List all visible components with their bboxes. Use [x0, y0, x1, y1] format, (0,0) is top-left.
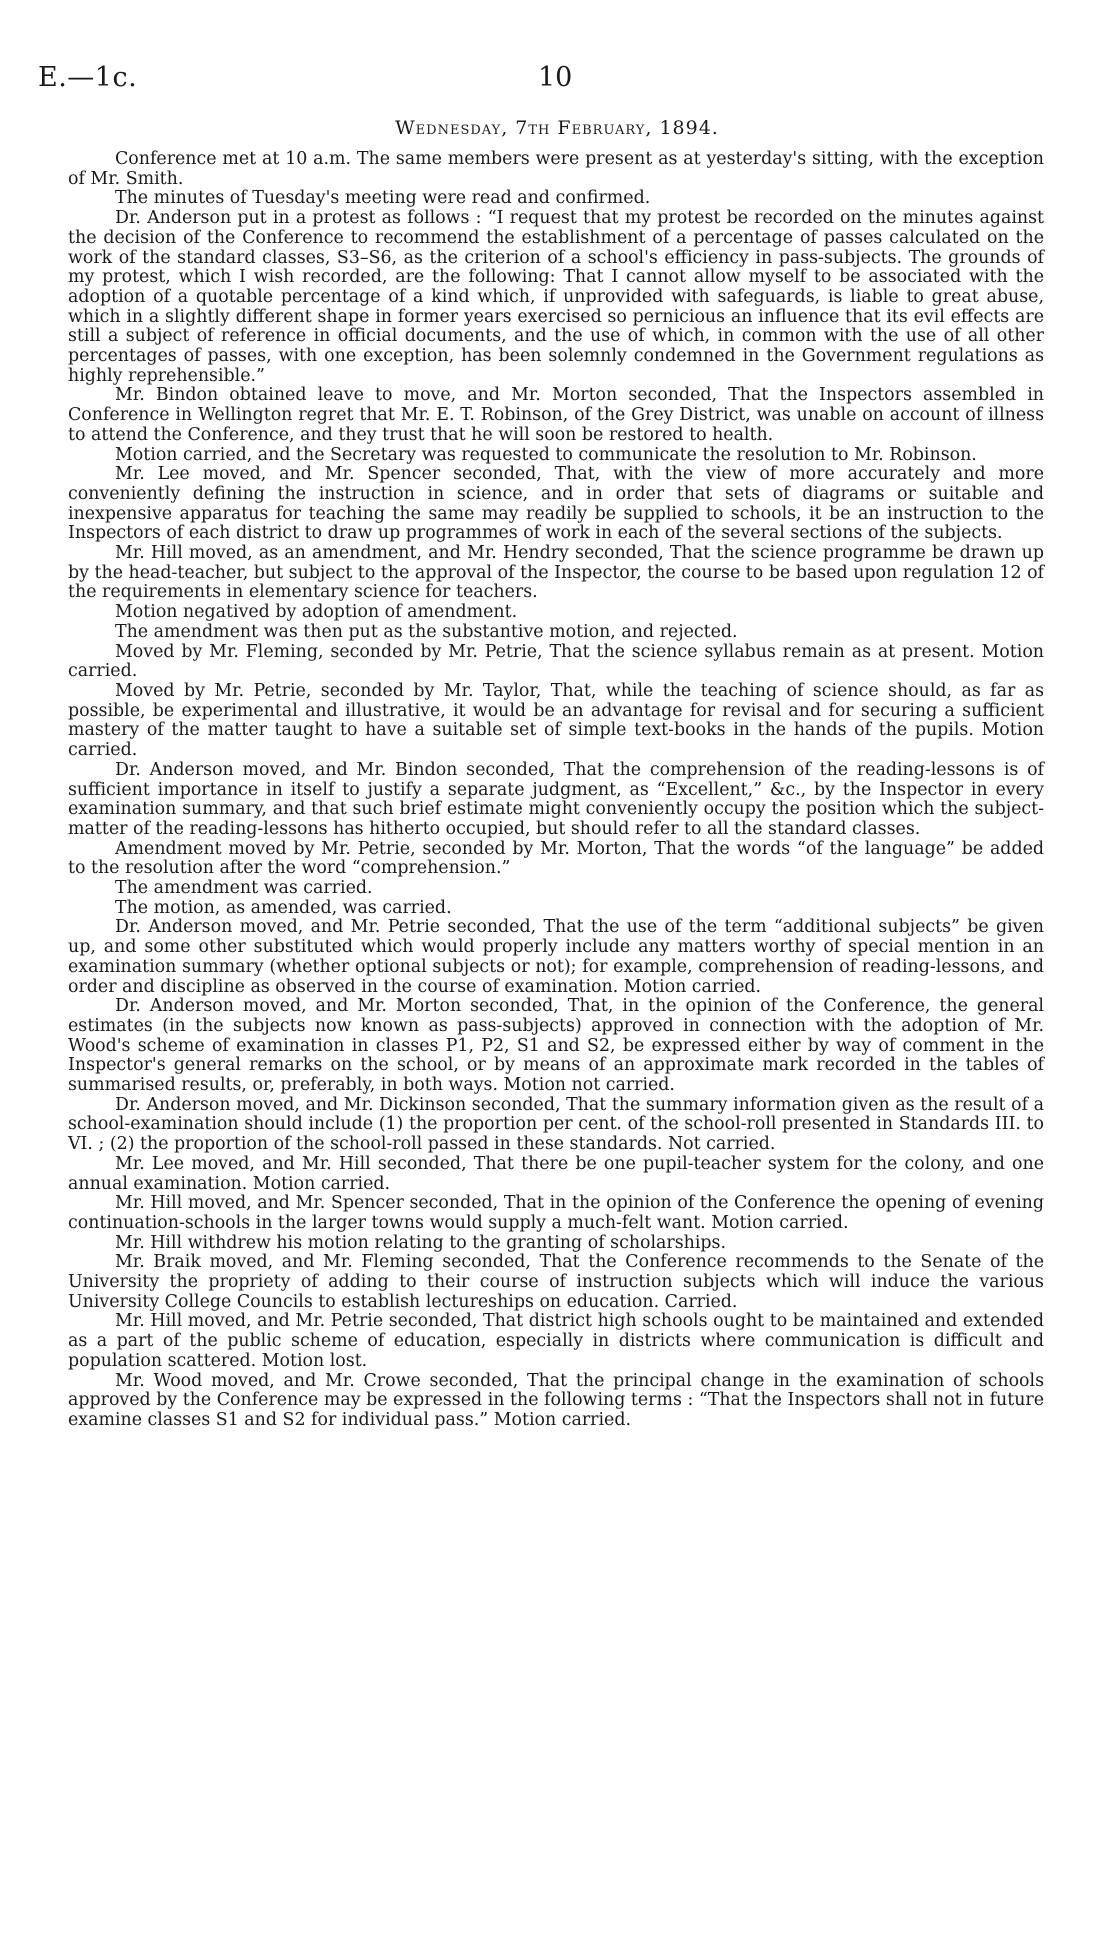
paragraph: Moved by Mr. Petrie, seconded by Mr. Taylor, That, while the teaching of science should, as far as possible, be experimental and illustrative, it would be an advantage for revisal and for securing a sufficient mastery of the matter taught to have a suitable set of simple text-books in the hands of the pupils. Motion carried. [68, 680, 1044, 761]
paragraph: The minutes of Tuesday's meeting were read and confirmed. [115, 188, 651, 209]
paragraph: Mr. Braik moved, and Mr. Fleming seconded, That the Conference recommends to the Senate of the University the propriety of adding to their course of instruction subjects which will induce the various University College Councils to establish lectureships on education. Carried. [68, 1252, 1044, 1312]
page-number: 10 [538, 62, 573, 93]
paragraph: The amendment was then put as the substantive motion, and rejected. [115, 621, 738, 642]
paragraph: Mr. Hill moved, and Mr. Spencer seconded, That in the opinion of the Conference the opening of evening continuation-schools in the larger towns would supply a much-felt want. Motion carried. [68, 1193, 1044, 1233]
paragraph: Motion carried, and the Secretary was requested to communicate the resolution to Mr. Robinson. [115, 444, 977, 465]
paragraph: Amendment moved by Mr. Petrie, seconded by Mr. Morton, That the words “of the language” be added to the resolution after the word “comprehension.” [68, 838, 1044, 879]
paragraph: Mr. Bindon obtained leave to move, and Mr. Morton seconded, That the Inspectors assembled in Conference in Wellington regret that Mr. E. T. Robinson, of the Grey District, was unable on account of illness to attend the Conference, and they trust that he will soon be restored to health. [68, 385, 1044, 445]
paragraph: Mr. Hill withdrew his motion relating to the granting of scholarships. [115, 1232, 727, 1253]
paragraph: Dr. Anderson moved, and Mr. Bindon seconded, That the comprehension of the reading-lessons is of sufficient importance in itself to justify a separate judgment, as “Excellent,” &c., by the Inspector in every examination summary, and that such brief estimate might conveniently occupy the position which the subject-matter of the reading-lessons has hitherto occupied, but should refer to all the standard classes. [68, 759, 1044, 839]
paragraph: The amendment was carried. [115, 878, 373, 899]
paragraph: Conference met at 10 a.m. The same members were present as at yesterday's sitting, with the exception of Mr. Smith. [68, 149, 1044, 189]
paragraph: Dr. Anderson moved, and Mr. Morton seconded, That, in the opinion of the Conference, the general estimates (in the subjects now known as pass-subjects) approved in connection with the adoption of Mr. Wood's scheme of examination in classes P1, P2, S1 and S2, be expressed either by way of comment in the Inspector's general remarks on the school, or by means of an approximate mark recorded in the tables of summarised results, or, preferably, in both ways. Motion not carried. [68, 996, 1044, 1096]
minutes-body [68, 150, 1044, 1431]
paragraph: Motion negatived by adoption of amendment. [115, 602, 518, 623]
paragraph: Moved by Mr. Fleming, seconded by Mr. Petrie, That the science syllabus remain as at present. Motion carried. [68, 641, 1044, 682]
paragraph: Mr. Lee moved, and Mr. Hill seconded, That there be one pupil-teacher system for the colony, and one annual examination. Motion carried. [68, 1153, 1044, 1194]
paragraph: Mr. Hill moved, and Mr. Petrie seconded, That district high schools ought to be maintained and extended as a part of the public scheme of education, especially in districts where communication is difficult and population scattered. Motion lost. [68, 1311, 1044, 1371]
paragraph: Dr. Anderson moved, and Mr. Dickinson seconded, That the summary information given as the result of a school-examination should include (1) the proportion per cent. of the school-roll presented in Standards III. to VI. ; (2) the proportion of the school-roll passed in these standards. Not carried. [68, 1094, 1044, 1155]
paragraph: Mr. Lee moved, and Mr. Spencer seconded, That, with the view of more accurately and more conveniently defining the instruction in science, and in order that sets of diagrams or suitable and inexpensive apparatus for teaching the same may readily be supplied to schools, it be an instruction to the Inspectors of each district to draw up programmes of work in each of the several sections of the subjects. [68, 464, 1044, 544]
paragraph: The motion, as amended, was carried. [115, 897, 452, 918]
document-reference: E.—1c. [38, 62, 138, 93]
paragraph: Dr. Anderson put in a protest as follows : “I request that my protest be recorded on the minutes against the decision of the Conference to recommend the establishment of a percentage of passes calculated on the work of the standard classes, S3–S6, as the criterion of a school's efficiency in pass-subjects. The grounds of my protest, which I wish recorded, are the following: That I cannot allow myself to be associated with the adoption of a quotable percentage of a kind which, if unprovided with safeguards, is liable to great abuse, which in a slightly different shape in former years exercised so pernicious an influence that its evil effects are still a subject of reference in official documents, and the use of which, in common with the use of all other percentages of passes, with one exception, has been solemnly condemned in the Government regulations as highly reprehensible.” [68, 208, 1044, 386]
paragraph: Dr. Anderson moved, and Mr. Petrie seconded, That the use of the term “additional subjects” be given up, and some other substituted which would properly include any matters worthy of special mention in an examination summary (whether optional subjects or not); for example, comprehension of reading-lessons, and order and discipline as observed in the course of examination. Motion carried. [68, 917, 1044, 997]
meeting-date-heading: Wednesday, 7th February, 1894. [395, 117, 719, 139]
paragraph: Mr. Wood moved, and Mr. Crowe seconded, That the principal change in the examination of schools approved by the Conference may be expressed in the following terms : “That the Inspectors shall not in future examine classes S1 and S2 for individual pass.” Motion carried. [68, 1370, 1044, 1430]
paragraph: Mr. Hill moved, as an amendment, and Mr. Hendry seconded, That the science programme be drawn up by the head-teacher, but subject to the approval of the Inspector, the course to be based upon regulation 12 of the requirements in elementary science for teachers. [68, 543, 1044, 603]
